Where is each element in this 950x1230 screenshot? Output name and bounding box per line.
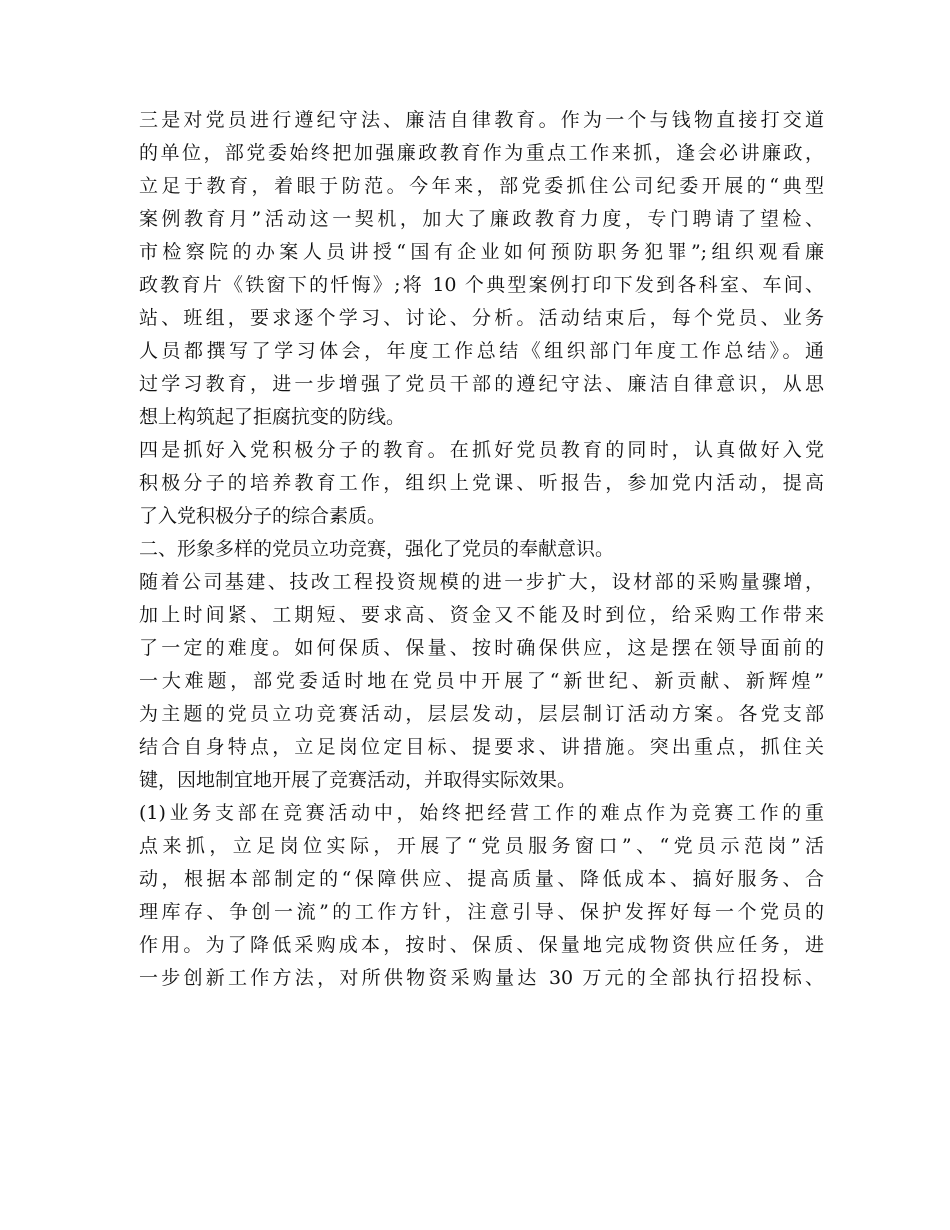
text-line: 了一定的难度。如何保质、保量、按时确保供应，这是摆在领导面前的: [139, 637, 824, 659]
text-line: 积极分子的培养教育工作，组织上党课、听报告，参加党内活动，提高: [139, 472, 824, 494]
text-line: 想上构筑起了拒腐抗变的防线。: [139, 406, 406, 428]
text-line: 加上时间紧、工期短、要求高、资金又不能及时到位，给采购工作带来: [139, 604, 824, 626]
text-line: 过学习教育，进一步增强了党员干部的遵纪守法、廉洁自律意识，从思: [139, 373, 824, 395]
text-line: 站、班组，要求逐个学习、讨论、分析。活动结束后，每个党员、业务: [139, 307, 824, 329]
text-line: 人员都撰写了学习体会，年度工作总结《组织部门年度工作总结》。通: [139, 340, 824, 362]
text-line: 政教育片《铁窗下的忏悔》;将 10 个典型案例打印下发到各科室、车间、: [139, 274, 824, 296]
text-line: 动，根据本部制定的“保障供应、提高质量、降低成本、搞好服务、合: [139, 868, 824, 890]
text-line: 案例教育月”活动这一契机，加大了廉政教育力度，专门聘请了望检、: [139, 208, 824, 230]
text-line: 三是对党员进行遵纪守法、廉洁自律教育。作为一个与钱物直接打交道: [139, 109, 824, 131]
text-line: 点来抓，立足岗位实际，开展了“党员服务窗口”、“党员示范岗”活: [139, 835, 824, 857]
text-line: 立足于教育，着眼于防范。今年来，部党委抓住公司纪委开展的“典型: [139, 175, 824, 197]
text-line: 了入党积极分子的综合素质。: [139, 505, 387, 527]
text-line: 随着公司基建、技改工程投资规模的进一步扩大，设材部的采购量骤增，: [139, 571, 824, 593]
document-body: [139, 104, 824, 995]
text-line: 一大难题，部党委适时地在党员中开展了“新世纪、新贡献、新辉煌”: [139, 670, 824, 692]
text-line: (1)业务支部在竞赛活动中，始终把经营工作的难点作为竞赛工作的重: [139, 802, 824, 824]
text-line: 市检察院的办案人员讲授“国有企业如何预防职务犯罪”;组织观看廉: [139, 241, 824, 263]
section-heading: 二、形象多样的党员立功竞赛，强化了党员的奉献意识。: [139, 538, 615, 560]
text-line: 结合自身特点，立足岗位定目标、提要求、讲措施。突出重点，抓住关: [139, 736, 824, 758]
text-line: 作用。为了降低采购成本，按时、保质、保量地完成物资供应任务，进: [139, 934, 824, 956]
text-line: 键，因地制宜地开展了竞赛活动，并取得实际效果。: [139, 769, 577, 791]
text-line: 一步创新工作方法，对所供物资采购量达 30 万元的全部执行招投标、: [139, 967, 824, 989]
text-line: 为主题的党员立功竞赛活动，层层发动，层层制订活动方案。各党支部: [139, 703, 824, 725]
text-line: 的单位，部党委始终把加强廉政教育作为重点工作来抓，逢会必讲廉政，: [139, 142, 824, 164]
text-line: 四是抓好入党积极分子的教育。在抓好党员教育的同时，认真做好入党: [139, 439, 824, 461]
text-line: 理库存、争创一流”的工作方针，注意引导、保护发挥好每一个党员的: [139, 901, 824, 923]
